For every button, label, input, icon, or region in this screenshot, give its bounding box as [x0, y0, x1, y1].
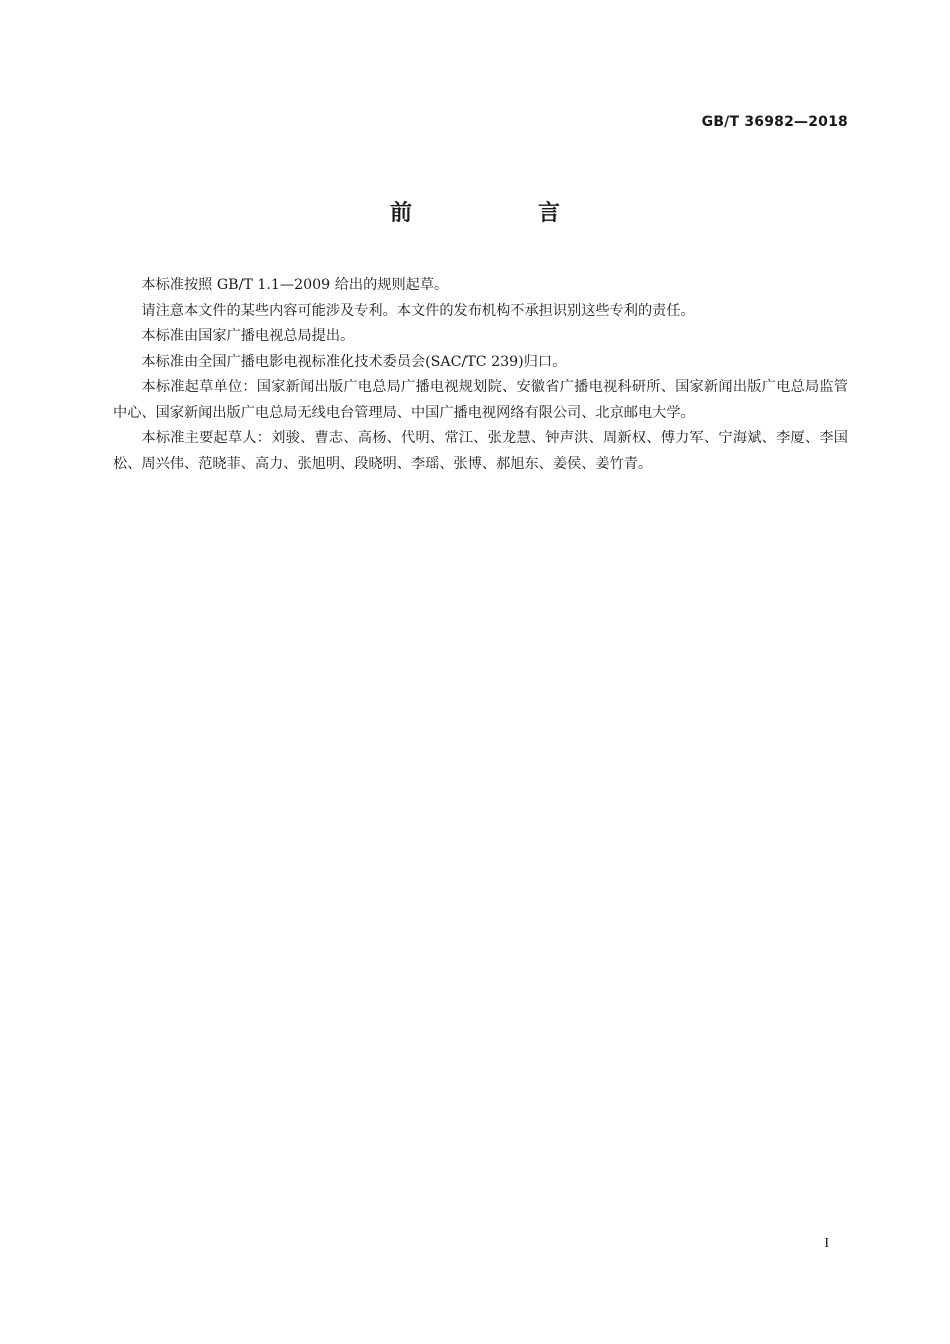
page-number: I: [824, 1236, 829, 1251]
document-body: [113, 273, 848, 477]
paragraph-drafting-rules: 本标准按照 GB/T 1.1—2009 给出的规则起草。: [141, 277, 449, 293]
paragraph-drafters: 本标准主要起草人：刘骏、曹志、高杨、代明、常江、张龙慧、钟声洪、周新权、傅力军、宁海斌、李厦、李国松、周兴伟、范晓菲、高力、张旭明、段晓明、李瑶、张博、郝旭东、姜侯、姜竹青。: [113, 430, 848, 472]
page-title: 前 言: [389, 201, 612, 226]
paragraph-proposer: 本标准由国家广播电视总局提出。: [141, 328, 355, 344]
paragraph-technical-committee: 本标准由全国广播电影电视标准化技术委员会(SAC/TC 239)归口。: [141, 353, 567, 370]
paragraph-patent-notice: 请注意本文件的某些内容可能涉及专利。本文件的发布机构不承担识别这些专利的责任。: [141, 302, 695, 319]
standard-code: GB/T 36982—2018: [701, 114, 848, 130]
paragraph-drafting-organizations: 本标准起草单位：国家新闻出版广电总局广播电视规划院、安徽省广播电视科研所、国家新闻出版广电总局监管中心、国家新闻出版广电总局无线电台管理局、中国广播电视网络有限公司、北京邮电大学。: [113, 379, 848, 421]
